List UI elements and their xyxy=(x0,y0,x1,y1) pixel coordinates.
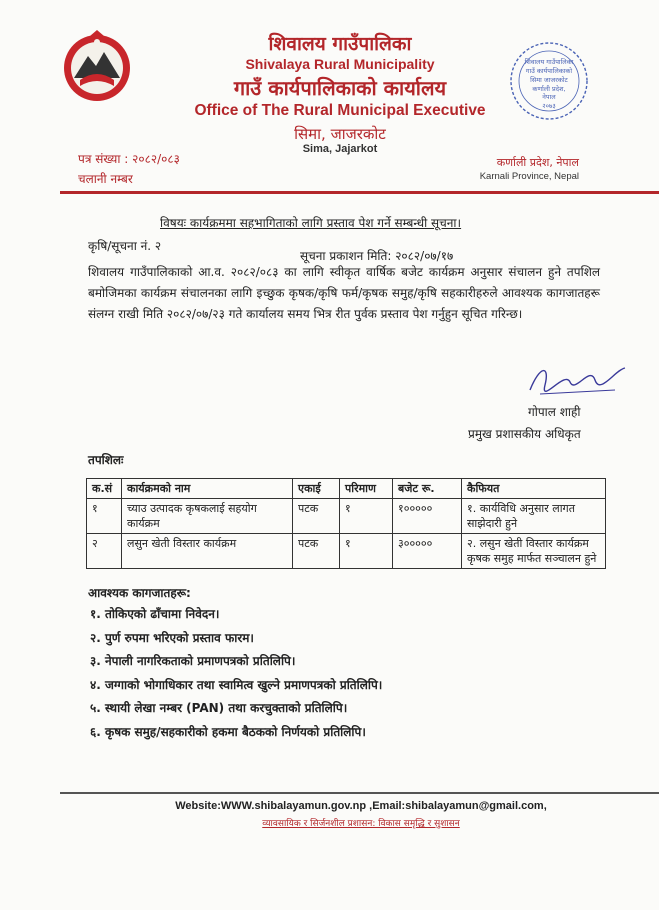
seal-line-2: गाउँ कार्यपालिकाको xyxy=(525,67,573,75)
cell-budget: १००००० xyxy=(393,499,462,534)
signature-icon xyxy=(520,360,630,400)
program-table xyxy=(86,478,606,569)
list-item: २. पुर्ण रुपमा भरिएको प्रस्ताव फारम। xyxy=(90,630,254,645)
cell-program-name: लसुन खेती विस्तार कार्यक्रम xyxy=(122,534,293,569)
table-row xyxy=(87,499,606,534)
documents-list xyxy=(90,605,590,746)
list-item: ५. स्थायी लेखा नम्बर (PAN) तथा करचुक्ताको प्रतिलिपि। xyxy=(90,701,348,715)
footer-divider xyxy=(60,792,659,794)
province-np: कर्णाली प्रदेश, नेपाल xyxy=(496,156,579,169)
list-item: १. तोकिएको ढाँचामा निवेदन। xyxy=(90,607,220,621)
footer-slogan: व्यावसायिक र सिर्जनशील प्रशासन: विकास समृद्धि र सुशासन xyxy=(262,819,460,829)
cell-sn: १ xyxy=(87,499,122,534)
cell-sn: २ xyxy=(87,534,122,569)
list-item: ६. कृषक समुह/सहकारीको हकमा बैठकको निर्णयको प्रतिलिपि। xyxy=(90,724,366,739)
cell-remarks: २. लसुन खेती विस्तार कार्यक्रम कृषक समुह मार्फत सञ्चालन हुने xyxy=(462,534,606,569)
table-row xyxy=(87,534,606,569)
seal-line-5: नेपाल xyxy=(542,93,556,101)
letter-number: पत्र संख्या : २०८२/०८३ xyxy=(78,152,180,166)
province-en: Karnali Province, Nepal xyxy=(479,171,579,182)
office-name-np: गाउँ कार्यपालिकाको कार्यालय xyxy=(233,76,447,100)
municipality-emblem-icon xyxy=(60,28,134,106)
signatory-name: गोपाल शाही xyxy=(528,405,581,419)
footer-contact: Website:WWW.shibalayamun.gov.np ,Email:shibalayamun@gmail.com, xyxy=(175,800,547,812)
notice-subject: विषयः कार्यक्रममा सहभागिताको लागि प्रस्ताव पेश गर्ने सम्बन्धी सूचना। xyxy=(160,216,462,230)
municipality-name-np: शिवालय गाउँपालिका xyxy=(268,33,412,55)
seal-line-3: सिमा जाजरकोट xyxy=(530,76,568,84)
col-remarks: कैफियत xyxy=(462,479,606,499)
cell-remarks: १. कार्यविधि अनुसार लागत साझेदारी हुने xyxy=(462,499,606,534)
cell-budget: ३००००० xyxy=(393,534,462,569)
col-program-name: कार्यक्रमको नाम xyxy=(122,479,293,499)
documents-label: आवश्यक कागजातहरू: xyxy=(88,586,191,600)
details-label: तपशिलः xyxy=(88,453,124,467)
list-item: ३. नेपाली नागरिकताको प्रमाणपत्रको प्रतिलिपि। xyxy=(90,654,296,668)
notice-body: शिवालय गाउँपालिकाको आ.व. २०८२/०८३ का लागि स्वीकृत वार्षिक बजेट कार्यक्रम अनुसार संचालन हुने तपशिल बमोजिमका कार्यक्रम संचालनका लागि इच्छुक कृषक/कृषि फर्म/कृषक समुह/कृषि सहकारीहरुले आवश्यक कागजातहरू संलग्न राखी मिति २०८२/०७/२३ गते कार्यालय समय भित्र रीत पुर्वक प्रस्ताव पेश गर्नुहुन सूचित गरिन्छ। xyxy=(88,265,600,321)
place-np: सिमा, जाजरकोट xyxy=(294,125,386,143)
cell-quantity: १ xyxy=(340,499,393,534)
place-en: Sima, Jajarkot xyxy=(302,143,378,155)
seal-line-1: शिवालय गाउँपालिका xyxy=(524,58,574,66)
seal-line-6: २०७३ xyxy=(542,102,556,110)
office-name-en: Office of The Rural Municipal Executive xyxy=(194,102,486,119)
dispatch-number: चलानी नम्बर xyxy=(78,172,133,186)
seal-line-4: कर्णाली प्रदेश, xyxy=(532,85,566,93)
col-budget: बजेट रू. xyxy=(393,479,462,499)
header-divider xyxy=(60,191,659,194)
municipality-name-en: Shivalaya Rural Municipality xyxy=(245,56,435,72)
office-seal-icon xyxy=(508,40,590,122)
cell-program-name: च्याउ उत्पादक कृषकलाई सहयोग कार्यक्रम xyxy=(122,499,293,534)
col-unit: एकाई xyxy=(293,479,340,499)
cell-unit: पटक xyxy=(293,534,340,569)
cell-unit: पटक xyxy=(293,499,340,534)
signatory-designation: प्रमुख प्रशासकीय अधिकृत xyxy=(468,427,581,441)
publish-date: सूचना प्रकाशन मिति: २०८२/०७/१७ xyxy=(300,249,454,263)
col-sn: क.सं xyxy=(87,479,122,499)
cell-quantity: १ xyxy=(340,534,393,569)
table-header-row xyxy=(87,479,606,499)
list-item: ४. जग्गाको भोगाधिकार तथा स्वामित्व खुल्ने प्रमाणपत्रको प्रतिलिपि। xyxy=(90,677,383,692)
notice-ref-number: कृषि/सूचना नं. २ xyxy=(88,239,162,253)
col-quantity: परिमाण xyxy=(340,479,393,499)
